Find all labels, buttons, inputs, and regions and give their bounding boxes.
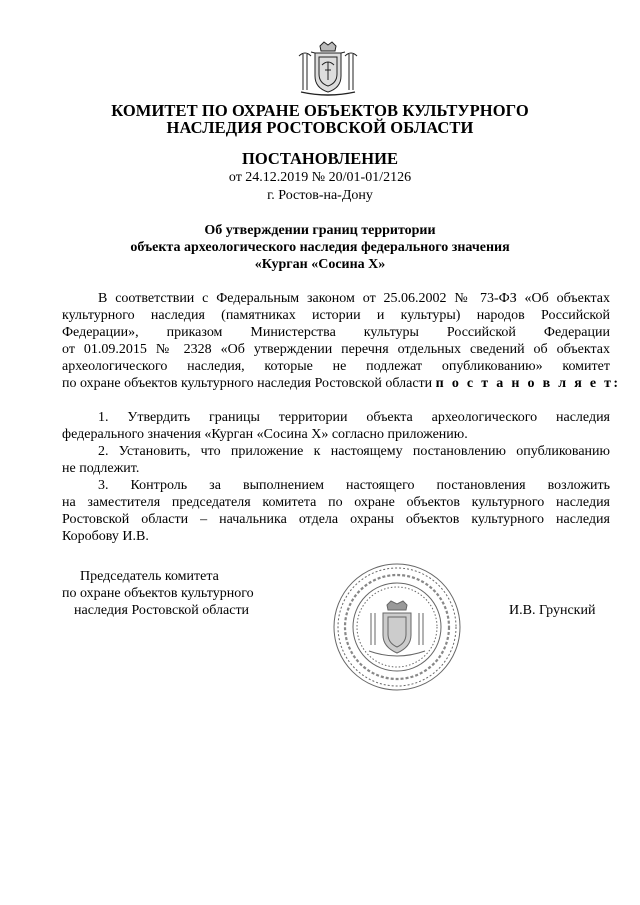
item2-line1: 2. Установить, что приложение к настоящему постановлению опубликованию [98,444,610,459]
document-type: ПОСТАНОВЛЕНИЕ [242,149,398,168]
preamble-line2: культурного наследия (памятниках истории и культуры) народов Российской [62,308,610,323]
coat-of-arms-icon [293,40,363,98]
subject-line2: объекта археологического наследия федерального значения [130,240,510,255]
document-city: г. Ростов-на-Дону [267,188,373,203]
preamble-line6: по охране объектов культурного наследия Ростовской области п о с т а н о в л я е т: [62,376,621,391]
document-date-number: от 24.12.2019 № 20/01-01/2126 [228,170,412,185]
signatory-name: И.В. Грунский [509,603,596,618]
item3-line4: Коробову И.В. [62,529,149,544]
item3-line3: Ростовской области – начальника отдела охраны объектов культурного наследия [62,512,610,527]
item1-line1: 1. Утвердить границы территории объекта археологического наследия [98,410,610,425]
preamble-line4: от 01.09.2015 № 2328 «Об утверждении перечня отдельных сведений об объектах [62,342,610,357]
signatory-title-line3: наследия Ростовской области [74,603,250,618]
item3-line1: 3. Контроль за выполнением настоящего постановления возложить [98,478,610,493]
round-seal-icon [331,561,463,693]
preamble-line3: Федерации», приказом Министерства культуры Российской Федерации [62,325,610,340]
organization-name-line2: НАСЛЕДИЯ РОСТОВСКОЙ ОБЛАСТИ [166,118,474,137]
item3-line2: на заместителя председателя комитета по охране объектов культурного наследия [62,495,610,510]
subject-line3: «Курган «Сосина Х» [254,257,386,272]
item1-line2: федерального значения «Курган «Сосина Х» согласно приложению. [62,427,468,442]
preamble-line5: археологического наследия, которые не подлежат опубликованию» комитет [62,359,610,374]
signatory-title-line2: по охране объектов культурного [62,586,254,601]
organization-name-line1: КОМИТЕТ ПО ОХРАНЕ ОБЪЕКТОВ КУЛЬТУРНОГО [111,101,529,120]
signatory-title-line1: Председатель комитета [80,569,219,584]
resolves-word: п о с т а н о в л я е т: [435,376,621,391]
subject-line1: Об утверждении границ территории [204,223,436,238]
item2-line2: не подлежит. [62,461,140,476]
preamble-line1: В соответствии с Федеральным законом от 25.06.2002 № 73-ФЗ «Об объектах [98,291,610,306]
